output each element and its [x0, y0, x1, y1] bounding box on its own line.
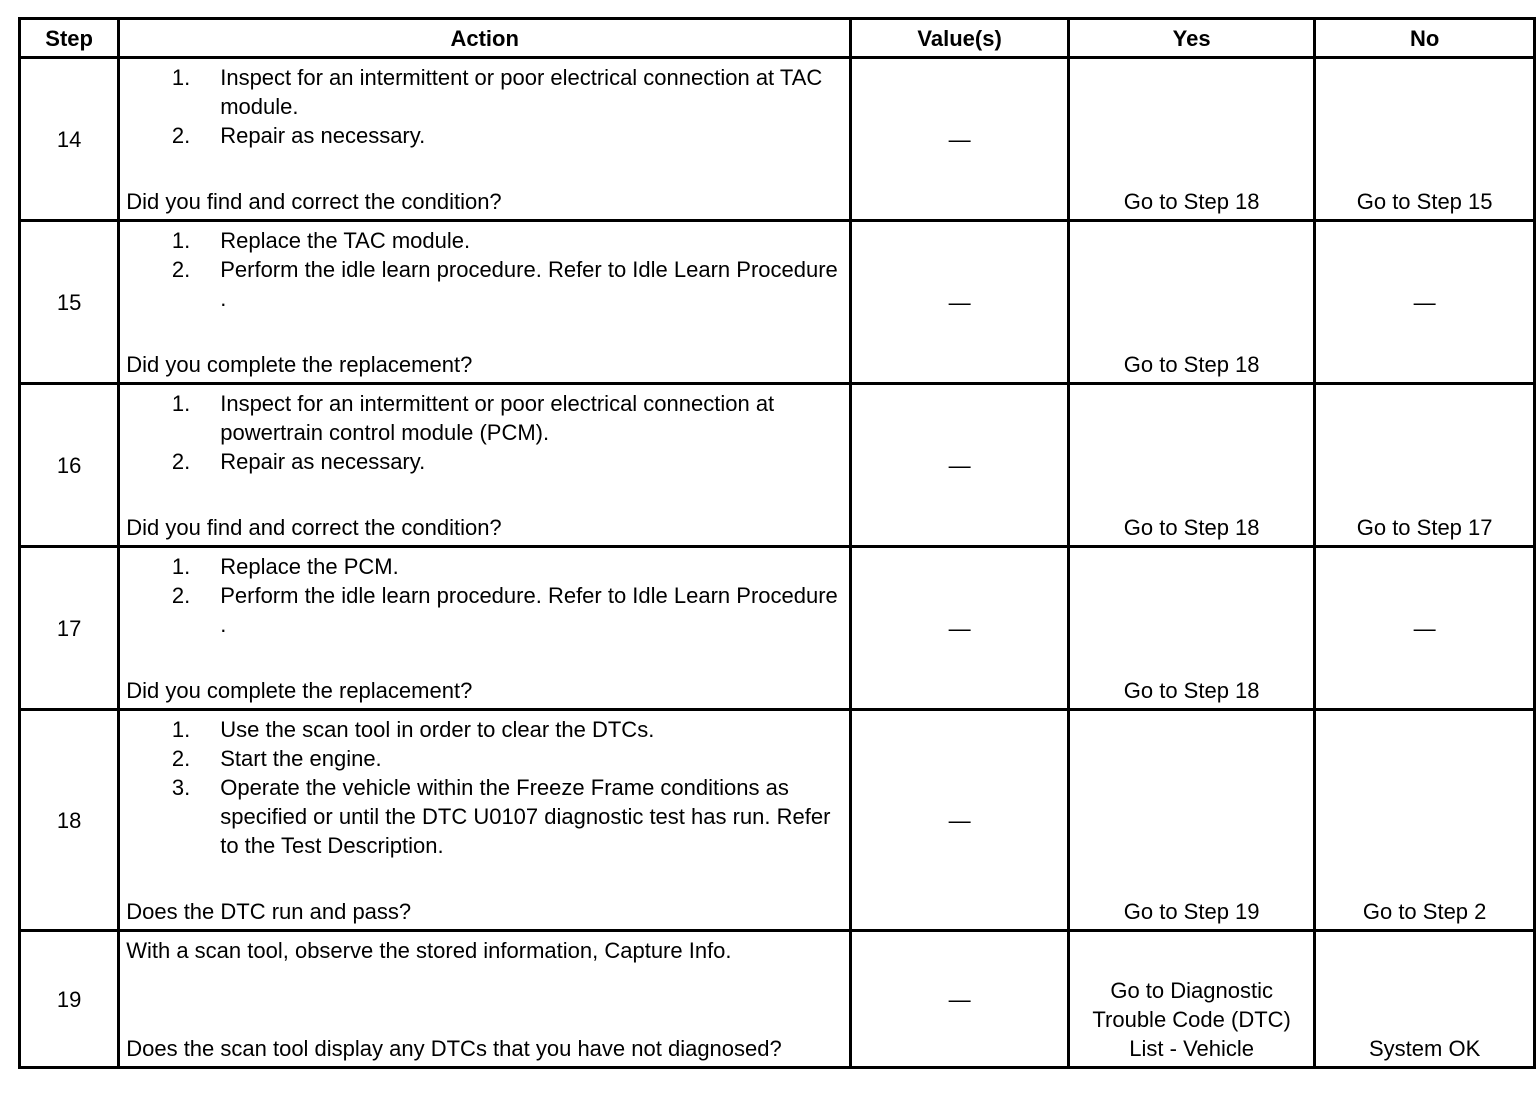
instruction-item: [126, 389, 843, 447]
step-number: 18: [20, 710, 119, 931]
instruction-item: [126, 581, 843, 639]
instruction-list: [126, 715, 843, 860]
action-instructions: [126, 63, 843, 150]
action-content: [120, 385, 849, 545]
action-question: Did you complete the replacement?: [126, 678, 473, 703]
action-question: Did you find and correct the condition?: [126, 515, 502, 540]
item-number: 1.: [171, 717, 191, 742]
action-content: [120, 711, 849, 929]
value-cell: —: [851, 931, 1069, 1068]
step-number: 17: [20, 547, 119, 710]
item-number: 2.: [171, 449, 191, 474]
yes-cell: Go to Step 18: [1069, 384, 1315, 547]
item-number: 2.: [171, 583, 191, 608]
yes-cell: Go to Diagnostic Trouble Code (DTC) List - Vehicle: [1069, 931, 1315, 1068]
action-question: Does the scan tool display any DTCs that you have not diagnosed?: [126, 1036, 782, 1061]
action-intro: With a scan tool, observe the stored information, Capture Info.: [126, 938, 732, 963]
instruction-item: [126, 63, 843, 121]
action-instructions: [126, 552, 843, 639]
action-instructions: [126, 715, 843, 860]
action-question: Does the DTC run and pass?: [126, 899, 412, 924]
item-number: 1.: [171, 554, 191, 579]
action-cell: [119, 710, 851, 931]
item-number: 1.: [171, 65, 191, 90]
item-number: 3.: [171, 775, 191, 800]
header-yes: Yes: [1069, 19, 1315, 58]
action-instructions: [126, 226, 843, 313]
diagnostic-table: [18, 17, 1536, 1069]
no-cell: Go to Step 17: [1315, 384, 1535, 547]
action-content: [120, 59, 849, 219]
item-text: Repair as necessary.: [220, 449, 426, 474]
value-cell: —: [851, 547, 1069, 710]
yes-cell: Go to Step 18: [1069, 547, 1315, 710]
action-content: [120, 222, 849, 382]
action-cell: [119, 58, 851, 221]
action-question: Did you complete the replacement?: [126, 352, 473, 377]
value-cell: —: [851, 221, 1069, 384]
step-number: 14: [20, 58, 119, 221]
header-step: Step: [20, 19, 119, 58]
table-row: [20, 710, 1535, 931]
table-row: [20, 58, 1535, 221]
action-question: Did you find and correct the condition?: [126, 189, 502, 214]
action-cell: [119, 547, 851, 710]
instruction-list: [126, 552, 843, 639]
item-number: 1.: [171, 228, 191, 253]
instruction-item: [126, 715, 843, 744]
instruction-list: [126, 226, 843, 313]
item-number: 2.: [171, 123, 191, 148]
item-text: Use the scan tool in order to clear the DTCs.: [220, 717, 655, 742]
table-row: [20, 384, 1535, 547]
instruction-item: [126, 773, 843, 860]
instruction-item: [126, 255, 843, 313]
item-text: Inspect for an intermittent or poor electrical connection at powertrain control module (PCM).: [220, 391, 775, 445]
action-content: [120, 932, 849, 1066]
item-text: Perform the idle learn procedure. Refer to Idle Learn Procedure .: [220, 257, 838, 311]
no-cell: —: [1315, 547, 1535, 710]
item-text: Perform the idle learn procedure. Refer to Idle Learn Procedure .: [220, 583, 838, 637]
header-values: Value(s): [851, 19, 1069, 58]
item-text: Repair as necessary.: [220, 123, 426, 148]
action-cell: [119, 221, 851, 384]
value-cell: —: [851, 384, 1069, 547]
step-number: 15: [20, 221, 119, 384]
action-instructions: [126, 936, 843, 965]
header-no: No: [1315, 19, 1535, 58]
no-cell: Go to Step 15: [1315, 58, 1535, 221]
instruction-item: [126, 226, 843, 255]
instruction-item: [126, 447, 843, 476]
no-cell: System OK: [1315, 931, 1535, 1068]
step-number: 16: [20, 384, 119, 547]
no-cell: Go to Step 2: [1315, 710, 1535, 931]
yes-cell: Go to Step 18: [1069, 221, 1315, 384]
item-text: Operate the vehicle within the Freeze Frame conditions as specified or until the DTC U0107 diagnostic test has run. Refer to the Test Description.: [220, 775, 831, 858]
yes-cell: Go to Step 18: [1069, 58, 1315, 221]
instruction-item: [126, 121, 843, 150]
instruction-item: [126, 744, 843, 773]
action-cell: [119, 384, 851, 547]
header-row: [20, 19, 1535, 58]
action-cell: [119, 931, 851, 1068]
item-text: Inspect for an intermittent or poor electrical connection at TAC module.: [220, 65, 823, 119]
instruction-list: [126, 389, 843, 476]
header-action: Action: [119, 19, 851, 58]
value-cell: —: [851, 710, 1069, 931]
table-row: [20, 931, 1535, 1068]
action-instructions: [126, 389, 843, 476]
item-number: 2.: [171, 257, 191, 282]
table-row: [20, 547, 1535, 710]
no-cell: —: [1315, 221, 1535, 384]
instruction-item: [126, 552, 843, 581]
item-text: Start the engine.: [220, 746, 382, 771]
action-content: [120, 548, 849, 708]
item-text: Replace the TAC module.: [220, 228, 471, 253]
item-text: Replace the PCM.: [220, 554, 399, 579]
item-number: 1.: [171, 391, 191, 416]
table-row: [20, 221, 1535, 384]
instruction-list: [126, 63, 843, 150]
value-cell: —: [851, 58, 1069, 221]
item-number: 2.: [171, 746, 191, 771]
step-number: 19: [20, 931, 119, 1068]
yes-cell: Go to Step 19: [1069, 710, 1315, 931]
